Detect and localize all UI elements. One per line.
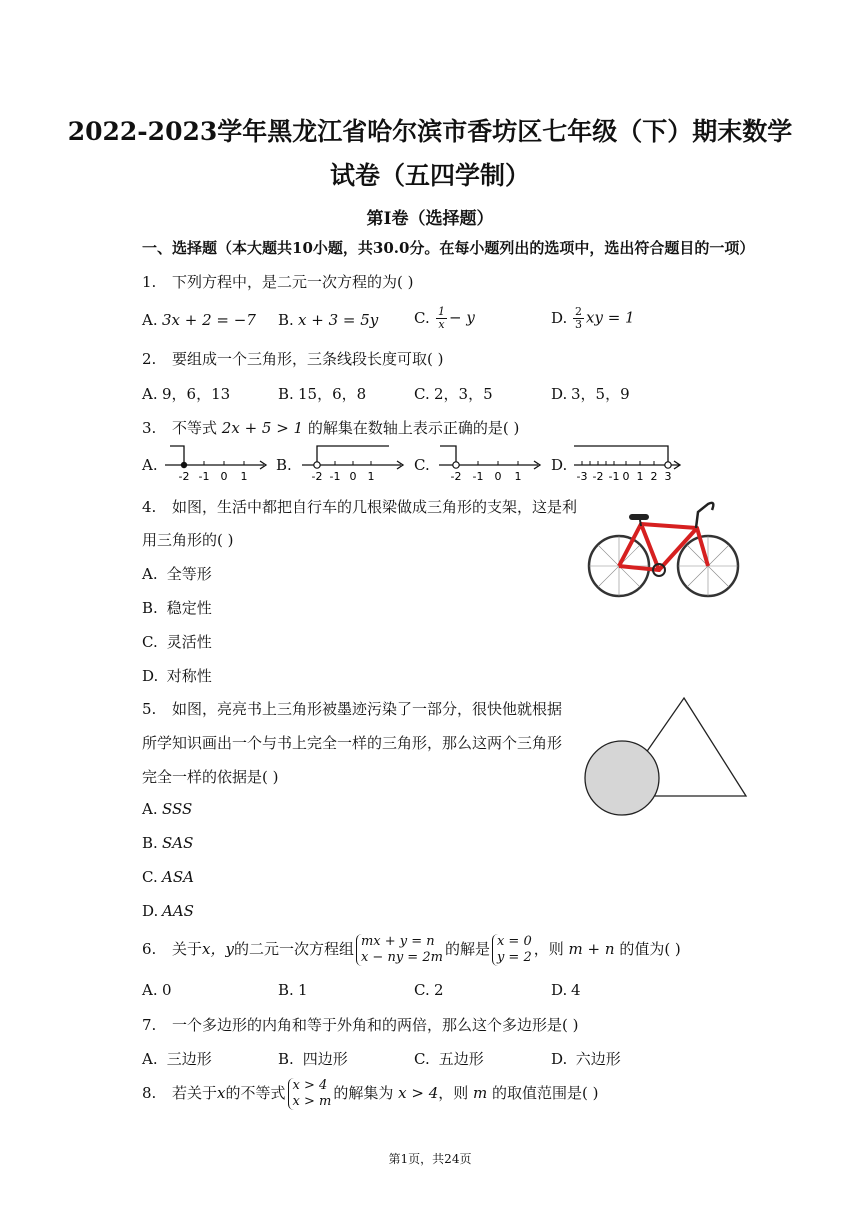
triangle-ink-figure [582,692,754,818]
option-b-key: B. [276,456,292,474]
question-text: 下列方程中，是二元一次方程的为( ) [172,273,414,291]
option-c: C. 2，3，5 [414,385,493,403]
page-footer: 第1页，共24页 [388,1152,472,1166]
option-d: D. 对称性 [142,667,212,685]
number-line-c [434,444,546,484]
tick-label: -1 [472,470,484,483]
option-c: C. $\frac{1}{x}$ − y [414,305,475,331]
number-line-b [297,444,409,484]
option-c: C. 灵活性 [142,633,212,651]
option-a-key: A. [142,456,158,474]
question-3: 3. 不等式 2x + 5 > 1 的解集在数轴上表示正确的是( ) [142,419,520,437]
number-line-a [160,444,272,484]
option-c-key: C. [414,456,430,474]
tick-label: 1 [636,470,644,483]
inequality-system: x > 4 x > m [288,1078,332,1110]
option-a: A. 三边形 [142,1050,212,1068]
equation-system: mx + y = n x − ny = 2m [356,934,443,966]
tick-label: 3 [664,470,672,483]
option-b: B. 1 [278,981,308,999]
option-c: C. ASA [142,868,194,886]
question-2: 2. 要组成一个三角形，三条线段长度可取( ) [142,350,444,368]
option-a: A. 9，6，13 [142,385,231,403]
solution-system: x = 0 y = 2 [492,934,532,966]
option-d: D. AAS [142,902,194,920]
question-4: 4. 如图，生活中都把自行车的几根梁做成三角形的支架，这是利 [142,498,578,516]
tick-label: -2 [311,470,323,483]
question-5: 5. 如图，亮亮书上三角形被墨迹污染了一部分，很快他就根据 [142,700,563,718]
question-5-line2: 所学知识画出一个与书上完全一样的三角形，那么这两个三角形 [142,734,563,752]
question-8: 8. 若关于x的不等式 x > 4 x > m 的解集为 x > 4，则 m 的取值范围是( ) [142,1078,599,1109]
question-6: 6. 关于x，y的二元一次方程组 mx + y = n x − ny = 2m 的解是 x = 0 y = 2 ，则 m + n 的值为( ) [142,934,681,965]
doc-title-line1: 2022-2023学年黑龙江省哈尔滨市香坊区七年级（下）期末数学 [67,117,793,146]
tick-label: 1 [514,470,522,483]
option-b: B. 四边形 [278,1050,348,1068]
number-line-d [570,444,692,484]
question-5-line3: 完全一样的依据是( ) [142,768,279,786]
option-d-key: D. [551,456,568,474]
question-7: 7. 一个多边形的内角和等于外角和的两倍，那么这个多边形是( ) [142,1016,579,1034]
fraction: $\frac{1}{x}$ [438,305,445,331]
option-d: D. 六边形 [551,1050,621,1068]
tick-label: -2 [592,470,604,483]
question-number: 1. [142,273,157,291]
tick-label: -2 [450,470,462,483]
question-1 [142,271,413,292]
option-d: D. $\frac{2}{3}$ xy = 1 [551,305,635,331]
option-b: B. SAS [142,834,194,852]
volume-heading: 第I卷（选择题） [366,209,494,229]
fraction: $\frac{2}{3}$ [575,305,582,331]
option-c: C. 五边形 [414,1050,484,1068]
bicycle-image [584,490,744,604]
tick-label: -1 [608,470,620,483]
option-d: D. 4 [551,981,581,999]
option-c: C. 2 [414,981,444,999]
tick-label: -1 [198,470,210,483]
tick-label: 1 [367,470,375,483]
tick-label: 0 [494,470,502,483]
tick-label: -2 [178,470,190,483]
tick-label: 2 [650,470,658,483]
tick-label: 0 [622,470,630,483]
option-a: A. 全等形 [142,565,212,583]
doc-title-line2: 试卷（五四学制） [329,161,530,190]
tick-label: 0 [349,470,357,483]
tick-label: -3 [576,470,588,483]
option-a: A. 0 [142,981,172,999]
option-a: A. SSS [142,800,193,818]
tick-label: 0 [220,470,228,483]
option-a: A. 3x + 2 = −7 [142,311,256,329]
option-b: B. x + 3 = 5y [278,311,379,329]
tick-label: -1 [329,470,341,483]
question-4-line2: 用三角形的( ) [142,531,234,549]
option-d: D. 3，5，9 [551,385,630,403]
section-heading: 一、选择题（本大题共10小题，共30.0分。在每小题列出的选项中，选出符合题目的一项） [142,239,755,257]
option-b: B. 稳定性 [142,599,212,617]
option-b: B. 15，6，8 [278,385,367,403]
tick-label: 1 [240,470,248,483]
